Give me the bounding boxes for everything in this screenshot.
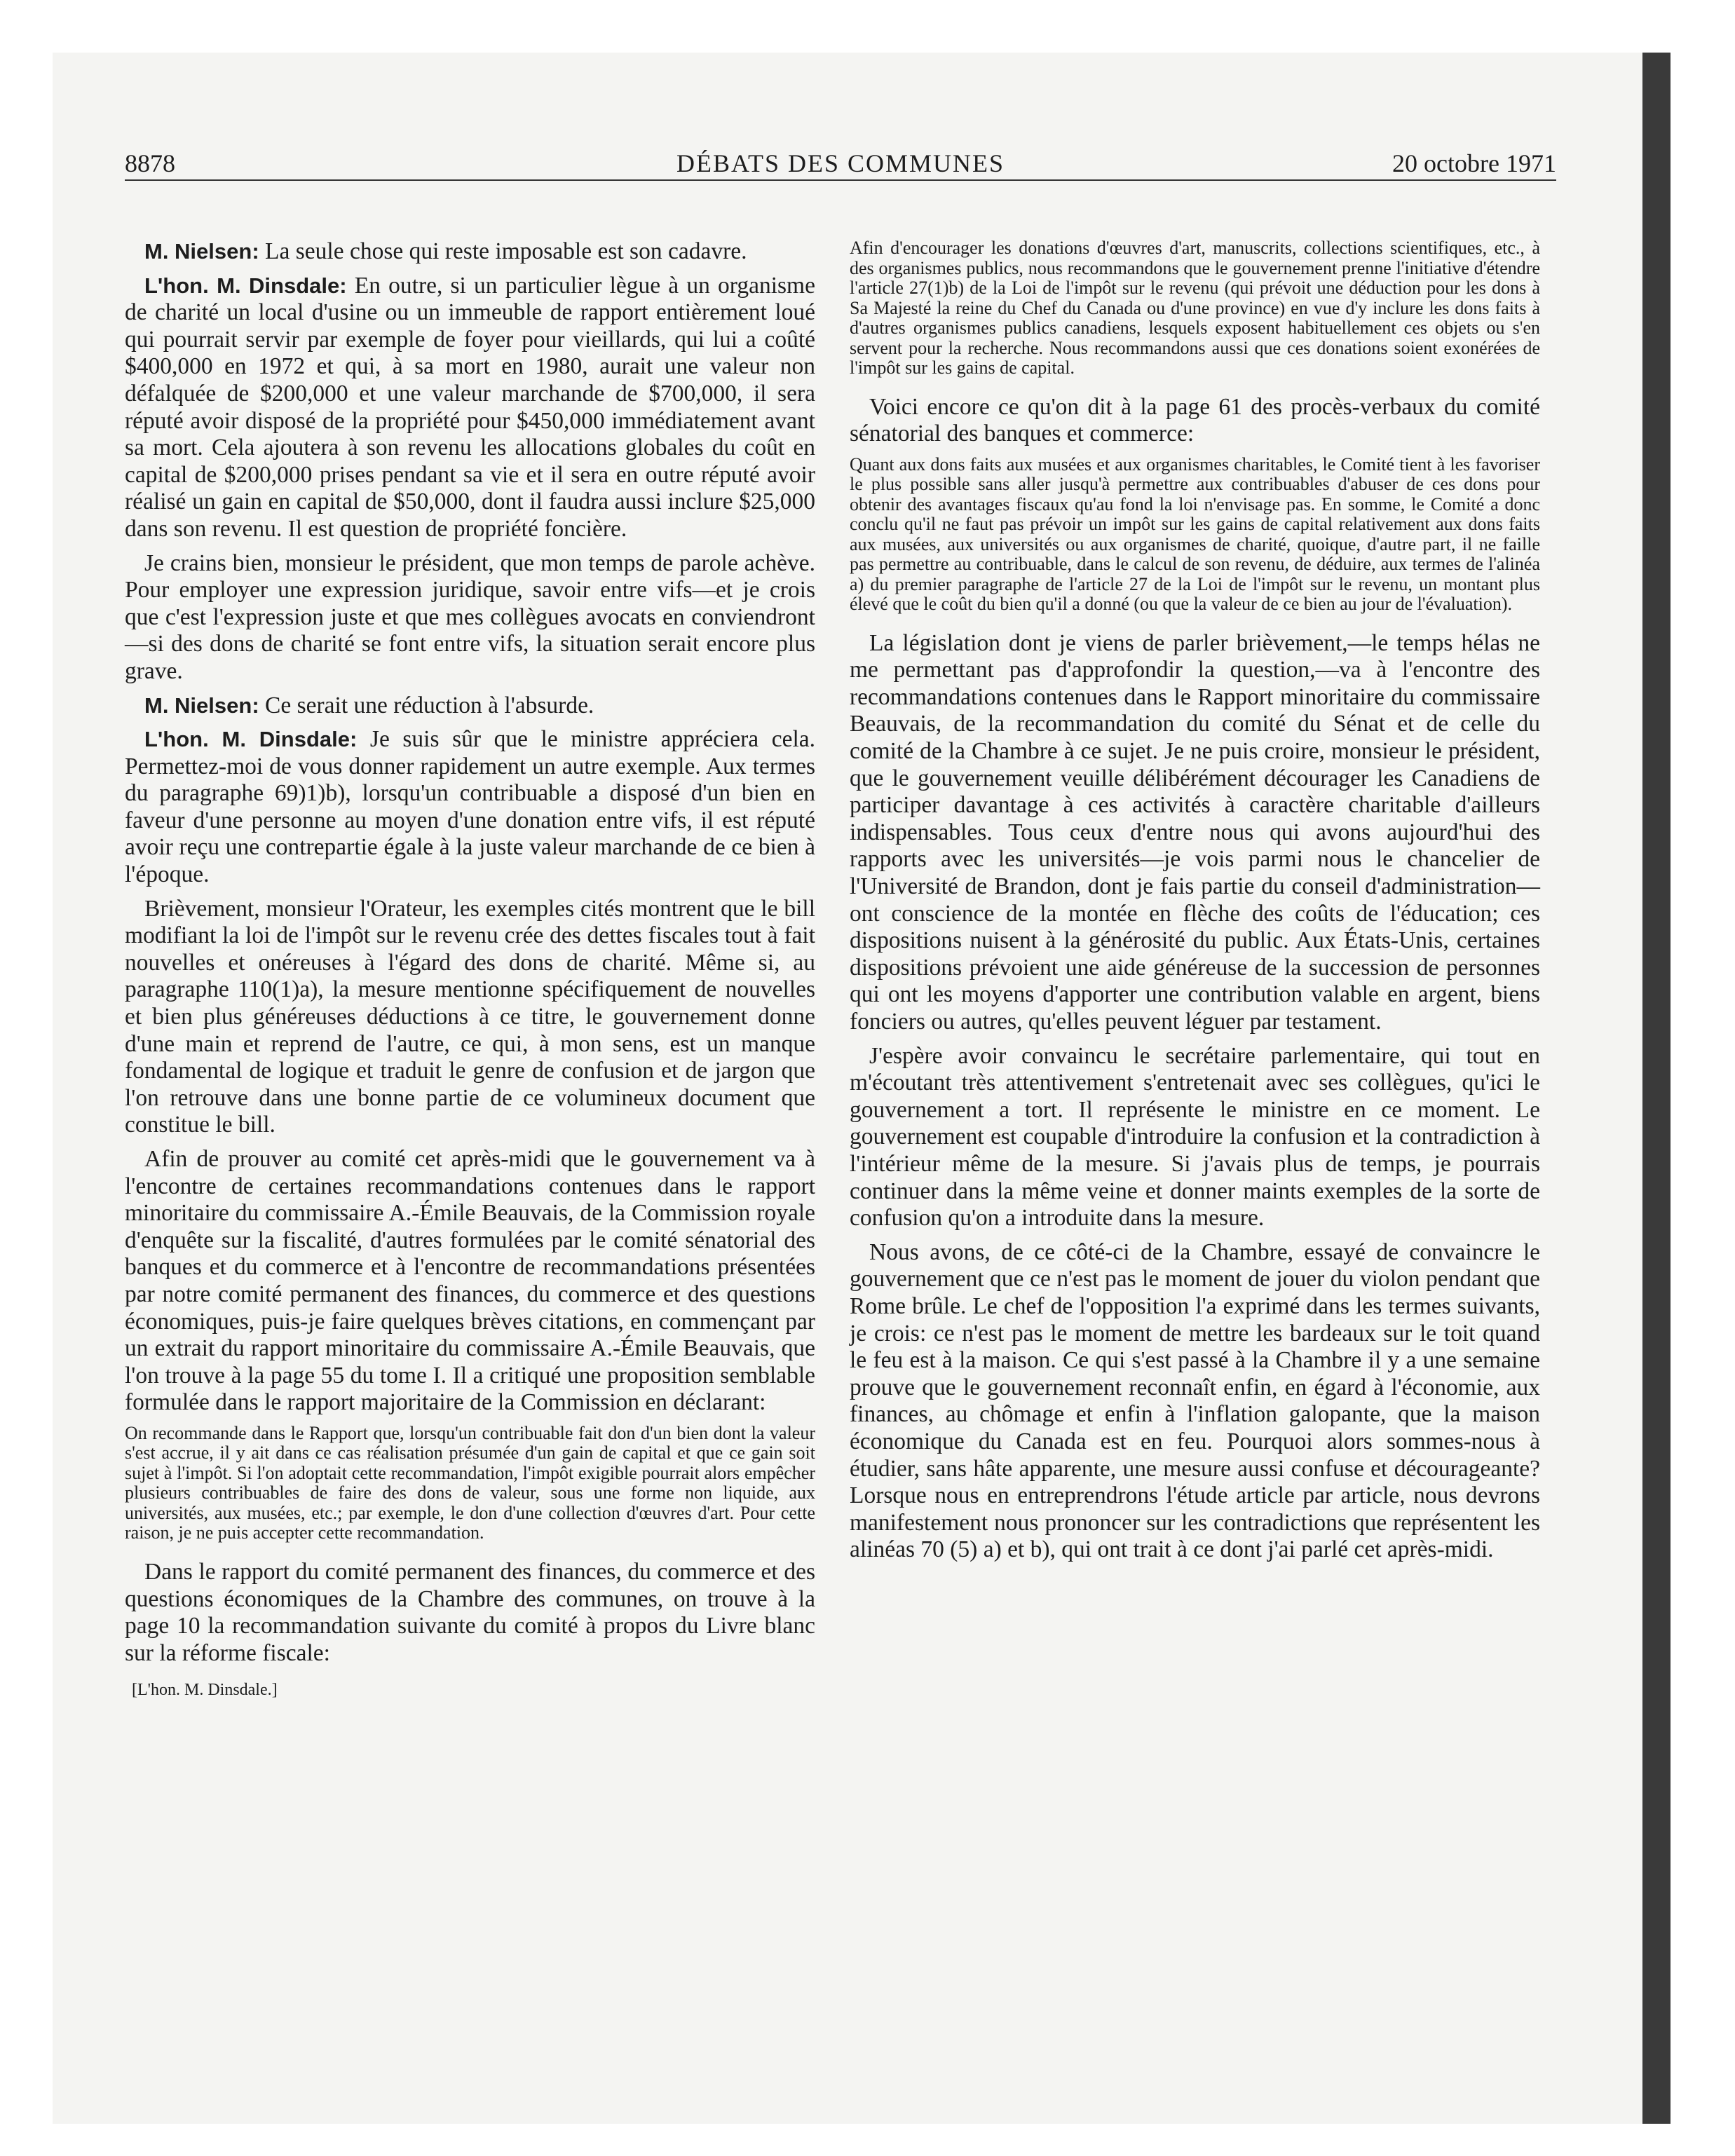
scan-edge-bar [1642, 53, 1671, 2124]
publication-title: DÉBATS DES COMMUNES [676, 149, 1005, 177]
right-column [850, 238, 1540, 1571]
speaker-name: M. Nielsen: [144, 692, 259, 718]
paragraph [850, 394, 1540, 448]
paragraph-text: J'espère avoir convaincu le secrétaire parlementaire, qui tout en m'écoutant très attentivement s'entretenait avec ses collègues, qu'ici le gouvernement a tort. Il représente le ministre en ce moment. Le gouvernement est coupable d'introduire la confusion et la contradiction à l'intérieur même de la mesure. Si j'avais plus de temps, je pourrais continuer dans la même veine et donner maints exemples de la sorte de confusion qu'on a introduite dans la mesure. [850, 1042, 1540, 1231]
left-column [125, 238, 815, 1700]
paragraph [125, 726, 815, 889]
paragraph-text: Nous avons, de ce côté-ci de la Chambre, essayé de convaincre le gouvernement que ce n'est pas le moment de jouer du violon pendant que Rome brûle. Le chef de l'opposition l'a exprimé dans les termes suivants, je crois: ce n'est pas le moment de mettre les bardeaux sur le toit quand le feu est à la maison. Ce qui s'est passé à la Chambre il y a une semaine prouve que le gouvernement reconnaît enfin, en égard à l'économie, aux finances, au chômage et enfin à l'inflation galopante, que la maison économique du Canada est en feu. Pourquoi alors sommes-nous à étudier, sans hâte apparente, une mesure aussi confuse et décourageante? Lorsque nous en entreprendrons l'étude article par article, nous devrons manifestement nous prononcer sur les contradictions que représentent les alinéas 70 (5) a) et b), qui ont trait à ce dont j'ai parlé cet après-midi. [850, 1239, 1540, 1563]
paragraph [850, 1239, 1540, 1564]
paragraph-text: Je suis sûr que le ministre appréciera cela. Permettez-moi de vous donner rapidement un autre exemple. Aux termes du paragraphe 69)1)b), lorsqu'un contribuable a disposé d'un bien en faveur d'une personne au moyen d'une donation entre vifs, il est réputé avoir reçu une contrepartie égale à la juste valeur marchande de ce bien à l'époque. [125, 726, 815, 888]
page-header [125, 149, 1556, 181]
paragraph [125, 692, 815, 720]
paragraph-text: Ce serait une réduction à l'absurde. [259, 692, 594, 718]
speaker-name: M. Nielsen: [144, 239, 259, 264]
paragraph-text: La seule chose qui reste imposable est son cadavre. [259, 238, 747, 264]
paragraph-text: La législation dont je viens de parler brièvement,—le temps hélas ne me permettant pas d'approfondir la question,—va à l'encontre des recommandations contenues dans le Rapport minoritaire du commissaire Beauvais, de la recommandation du comité du Sénat et de celle du comité de la Chambre à ce sujet. Je ne puis croire, monsieur le président, que le gouvernement veuille délibérément décourager les Canadiens de participer davantage à ces activités à caractère charitable d'ailleurs indispensables. Tous ceux d'entre nous qui avons aujourd'hui des rapports avec les universités—je vois parmi nous le chancelier de l'Université de Brandon, dont je fais partie du conseil d'administration—ont conscience de la montée en flèche des coûts de l'éducation; ces dispositions nuisent à la générosité du public. Aux États-Unis, certaines dispositions prévoient une aide généreuse de la succession de personnes qui ont les moyens d'apporter une contribution valable en argent, biens fonciers ou autres, qu'elles peuvent léguer par testament. [850, 629, 1540, 1035]
paragraph-text: Voici encore ce qu'on dit à la page 61 des procès-verbaux du comité sénatorial des banques et commerce: [850, 393, 1540, 447]
publication-date: 20 octobre 1971 [1392, 149, 1556, 177]
paragraph [125, 550, 815, 685]
paragraph [850, 1043, 1540, 1232]
paragraph-text: Dans le rapport du comité permanent des finances, du commerce et des questions économiques de la Chambre des communes, on trouve à la page 10 la recommandation suivante du comité à propos du Livre blanc sur la réforme fiscale: [125, 1558, 815, 1666]
block-quote [850, 455, 1540, 615]
paragraph-text: En outre, si un particulier lègue à un organisme de charité un local d'usine ou un immeuble de rapport entièrement loué qui pourrait servir par exemple de foyer pour vieillards, qui lui a coûté $400,000 en 1972 et qui, à sa mort en 1980, aurait une valeur non défalquée de $200,000 et une valeur marchande de $700,000, il sera réputé avoir disposé de la propriété pour $450,000 immédiatement avant sa mort. Cela ajoutera à son revenu les allocations globales du coût en capital de $200,000 prises pendant sa vie et il sera en outre réputé avoir réalisé un gain en capital de $50,000, dont il faudra aussi inclure $25,000 dans son revenu. Il est question de propriété foncière. [125, 272, 815, 542]
block-quote [850, 238, 1540, 378]
speaker-name: L'hon. M. Dinsdale: [144, 273, 347, 298]
paragraph-text: Je crains bien, monsieur le président, que mon temps de parole achève. Pour employer une expression juridique, savoir entre vifs—et je crois que c'est l'expression juste et que mes collègues avocats en conviendront—si des dons de charité se font entre vifs, la situation serait encore plus grave. [125, 550, 815, 684]
paragraph-text: Brièvement, monsieur l'Orateur, les exemples cités montrent que le bill modifiant la loi de l'impôt sur le revenu crée des dettes fiscales tout à fait nouvelles et onéreuses à l'égard des dons de charité. Même si, au paragraphe 110(1)a), la mesure mentionne spécifiquement de nouvelles et bien plus généreuses déductions à ce titre, le gouvernement donne d'une main et reprend de l'autre, ce qui, à mon sens, est un manque fondamental de logique et traduit le genre de confusion et de jargon que l'on retrouve dans une bonne partie de ce volumineux document que constitue le bill. [125, 895, 815, 1138]
paragraph [125, 896, 815, 1139]
paragraph [125, 273, 815, 543]
paragraph [125, 1146, 815, 1417]
speaker-name: L'hon. M. Dinsdale: [144, 727, 358, 752]
block-quote [125, 1424, 815, 1543]
paragraph [125, 238, 815, 266]
paragraph-text: On recommande dans le Rapport que, lorsqu'un contribuable fait don d'un bien dont la valeur s'est accrue, il y ait dans ce cas réalisation présumée d'un gain de capital et que ce gain soit sujet à l'impôt. Si l'on adoptait cette recommandation, l'impôt exigible pourrait alors empêcher plusieurs contribuables de faire des dons de valeur, sous une forme non liquide, aux universités, aux musées, etc.; par exemple, le don d'une collection d'œuvres d'art. Pour cette raison, je ne puis accepter cette recommandation. [125, 1422, 815, 1543]
paragraph [125, 1559, 815, 1667]
speaker-footer-note: [L'hon. M. Dinsdale.] [132, 1681, 278, 1700]
paragraph-text: Afin de prouver au comité cet après-midi que le gouvernement va à l'encontre de certaines recommandations contenues dans le rapport minoritaire du commissaire A.-Émile Beauvais, de la Commission royale d'enquête sur la fiscalité, d'autres formulées par le comité sénatorial des banques et du commerce et à l'encontre de recommandations présentées par notre comité permanent des finances, du commerce et des questions économiques, puis-je faire quelques brèves citations, en commençant par un extrait du rapport minoritaire du commissaire A.-Émile Beauvais, que l'on trouve à la page 55 du tome I. Il a critiqué une proposition semblable formulée dans le rapport majoritaire de la Commission en déclarant: [125, 1146, 815, 1416]
paragraph-text: Quant aux dons faits aux musées et aux organismes charitables, le Comité tient à les favoriser le plus possible sans aller jusqu'à permettre aux contribuables d'abuser de ces dons pour obtenir des avantages fiscaux qu'au fond la loi n'envisage pas. En somme, le Comité a donc conclu qu'il ne faut pas prévoir un impôt sur les gains de capital relativement aux dons faits aux musées, aux universités ou aux organismes de charité, quoique, d'autre part, il ne faille pas permettre au contribuable, dans le calcul de son revenu, de déduire, aux termes de l'alinéa a) du premier paragraphe de l'article 27 de la Loi de l'impôt sur le revenu, un montant plus élevé que le coût du bien qu'il a donné (ou que la valeur de ce bien au jour de l'évaluation). [850, 453, 1540, 615]
page-number: 8878 [125, 149, 175, 177]
paragraph [850, 630, 1540, 1036]
paragraph-text: Afin d'encourager les donations d'œuvres d'art, manuscrits, collections scientifiques, etc., à des organismes publics, nous recommandons que le gouvernement prenne l'initiative d'étendre l'article 27(1)b) de la Loi de l'impôt sur le revenu (qui prévoit une déduction pour les dons à Sa Majesté la reine du Chef du Canada ou d'une province) en vue d'y inclure les dons faits à d'autres organismes publics canadiens, lesquels exposent habituellement ces objets ou s'en servent pour la recherche. Nous recommandons aussi que ces donations soient exonérées de l'impôt sur les gains de capital. [850, 238, 1540, 378]
header-rule [125, 179, 1556, 181]
